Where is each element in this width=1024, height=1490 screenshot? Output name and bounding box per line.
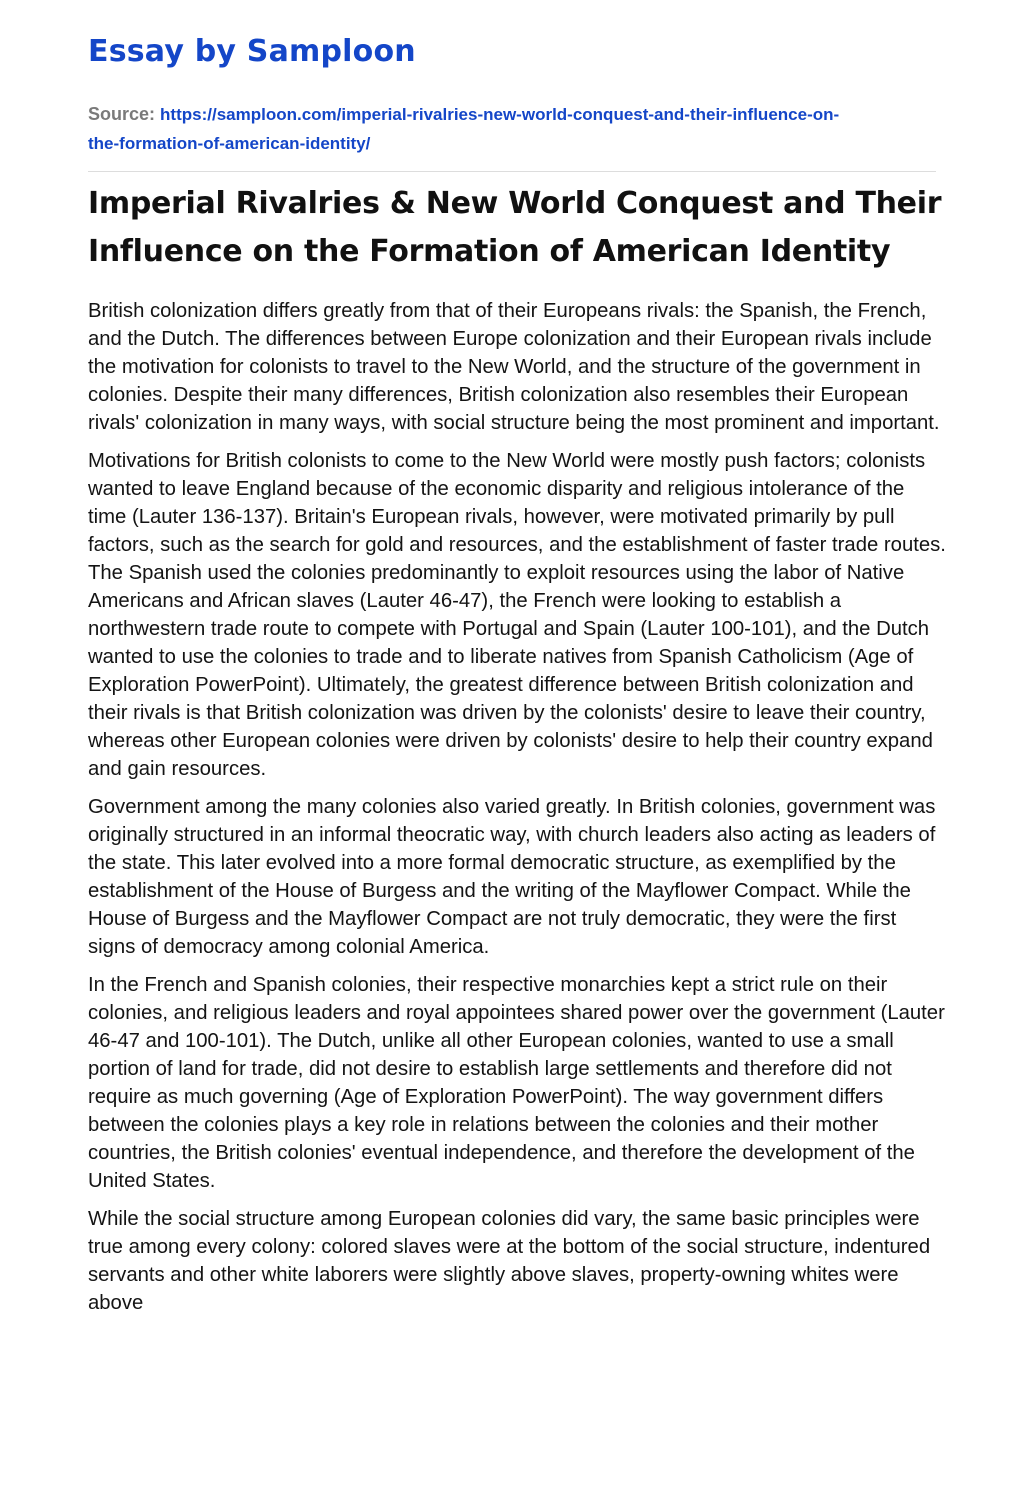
source-line — [88, 100, 936, 158]
essay-paragraph: Government among the many colonies also varied greatly. In British colonies, government was originally structured in an informal theocratic way, with church leaders also acting as leaders of the state. This later evolved into a more formal democratic structure, as exemplified by the establishment of the House of Burgess and the writing of the Mayflower Compact. While the House of Burgess and the Mayflower Compact are not truly democratic, they were the first signs of democracy among colonial America. — [88, 796, 936, 958]
essay-paragraph: While the social structure among European colonies did vary, the same basic principles were true among every colony: colored slaves were at the bottom of the social structure, indentured servants and other white laborers were slightly above slaves, property-owning whites were above — [88, 1208, 931, 1314]
essay-paragraph: In the French and Spanish colonies, their respective monarchies kept a strict rule on their colonies, and religious leaders and royal appointees shared power over the government (Lauter 46-47 and 100-101). The Dutch, unlike all other European colonies, wanted to use a small portion of land for trade, did not desire to establish large settlements and therefore did not require as much governing (Age of Exploration PowerPoint). The way government differs between the colonies plays a key role in relations between the colonies and their mother countries, the British colonies' eventual independence, and therefore the development of the United States. — [88, 974, 945, 1192]
source-link-line1: https://samploon.com/imperial-rivalries-new-world-conquest-and-their-influence-on- — [160, 105, 840, 124]
site-brand-title[interactable]: Essay by Samploon — [88, 34, 416, 69]
essay-paragraph: British colonization differs greatly from that of their Europeans rivals: the Spanish, the French, and the Dutch. The differences between Europe colonization and their European rivals include the motivation for colonists to travel to the New World, and the structure of the government in colonies. Despite their many differences, British colonization also resembles their European rivals' colonization in many ways, with social structure being the most prominent and important. — [88, 300, 940, 434]
header-divider — [88, 171, 936, 172]
source-link-line2: the-formation-of-american-identity/ — [88, 134, 371, 153]
source-label: Source: — [88, 104, 156, 124]
essay-title: Imperial Rivalries & New World Conquest and Their Influence on the Formation of American Identity — [88, 186, 942, 269]
essay-body — [88, 297, 948, 1327]
source-link[interactable] — [88, 105, 839, 153]
essay-paragraph: Motivations for British colonists to come to the New World were mostly push factors; colonists wanted to leave England because of the economic disparity and religious intolerance of the time (Lauter 136-137). Britain's European rivals, however, were motivated primarily by pull factors, such as the search for gold and resources, and the establishment of faster trade routes. The Spanish used the colonies predominantly to exploit resources using the labor of Native Americans and African slaves (Lauter 46-47), the French were looking to establish a northwestern trade route to compete with Portugal and Spain (Lauter 100-101), and the Dutch wanted to use the colonies to trade and to liberate natives from Spanish Catholicism (Age of Exploration PowerPoint). Ultimately, the greatest difference between British colonization and their rivals is that British colonization was driven by the colonists' desire to leave their country, whereas other European colonies were driven by colonists' desire to help their country expand and gain resources. — [88, 450, 946, 780]
